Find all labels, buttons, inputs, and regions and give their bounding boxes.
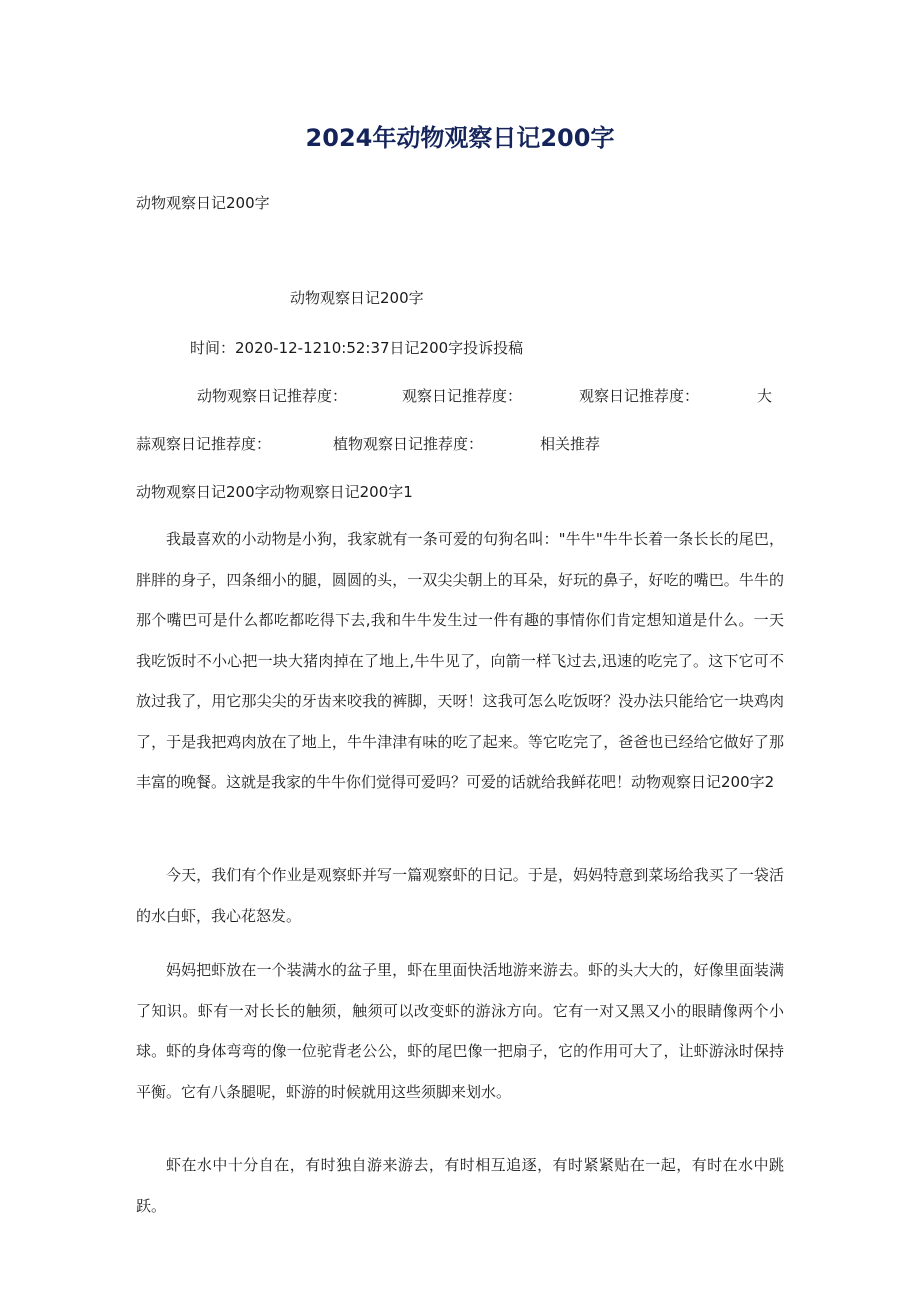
paragraph: 妈妈把虾放在一个装满水的盆子里，虾在里面快活地游来游去。虾的头大大的，好像里面装满了知识。虾有一对长长的触须，触须可以改变虾的游泳方向。它有一对又黑又小的眼睛像两个小球。虾的身体弯弯的像一位驼背老公公，虾的尾巴像一把扇子，它的作用可大了，让虾游泳时保持平衡。它有八条腿呢，虾游的时候就用这些须脚来划水。: [136, 961, 784, 1101]
recommend-item[interactable]: 大: [757, 387, 773, 405]
document-title: 2024年动物观察日记200字: [305, 124, 615, 152]
paragraph: 今天，我们有个作业是观察虾并写一篇观察虾的日记。于是，妈妈特意到菜场给我买了一袋活的水白虾，我心花怒发。: [136, 866, 784, 925]
paragraph: 虾在水中十分自在，有时独自游来游去，有时相互追逐，有时紧紧贴在一起，有时在水中跳跃。: [136, 1156, 784, 1215]
recommend-item[interactable]: 观察日记推荐度：: [579, 387, 700, 405]
recommend-item[interactable]: 植物观察日记推荐度：: [333, 435, 484, 453]
section-heading: 动物观察日记200字动物观察日记200字1: [136, 483, 413, 501]
meta-line: 时间：2020-12-1210:52:37日记200字投诉投稿: [190, 339, 524, 357]
paragraph: 我最喜欢的小动物是小狗，我家就有一条可爱的句狗名叫："牛牛"牛牛长着一条长长的尾巴，胖胖的身子，四条细小的腿，圆圆的头，一双尖尖朝上的耳朵，好玩的鼻子，好吃的嘴巴。牛牛的那个嘴巴可是什么都吃都吃得下去,我和牛牛发生过一件有趣的事情你们肯定想知道是什么。一天我吃饭时不小心把一块大猪肉掉在了地上,牛牛见了，向箭一样飞过去,迅速的吃完了。这下它可不放过我了，用它那尖尖的牙齿来咬我的裤脚，天呀！这我可怎么吃饭呀？没办法只能给它一块鸡肉了，于是我把鸡肉放在了地上，牛牛津津有味的吃了起来。等它吃完了，爸爸也已经给它做好了那丰富的晚餐。这就是我家的牛牛你们觉得可爱吗？可爱的话就给我鲜花吧！动物观察日记200字2: [136, 530, 784, 791]
recommend-item[interactable]: 蒜观察日记推荐度：: [136, 435, 272, 453]
recommend-item[interactable]: 观察日记推荐度：: [402, 387, 523, 405]
recommend-item[interactable]: 动物观察日记推荐度：: [197, 387, 348, 405]
document-subtitle: 动物观察日记200字: [136, 194, 270, 212]
inner-title: 动物观察日记200字: [290, 289, 424, 307]
related-link[interactable]: 相关推荐: [540, 435, 601, 453]
